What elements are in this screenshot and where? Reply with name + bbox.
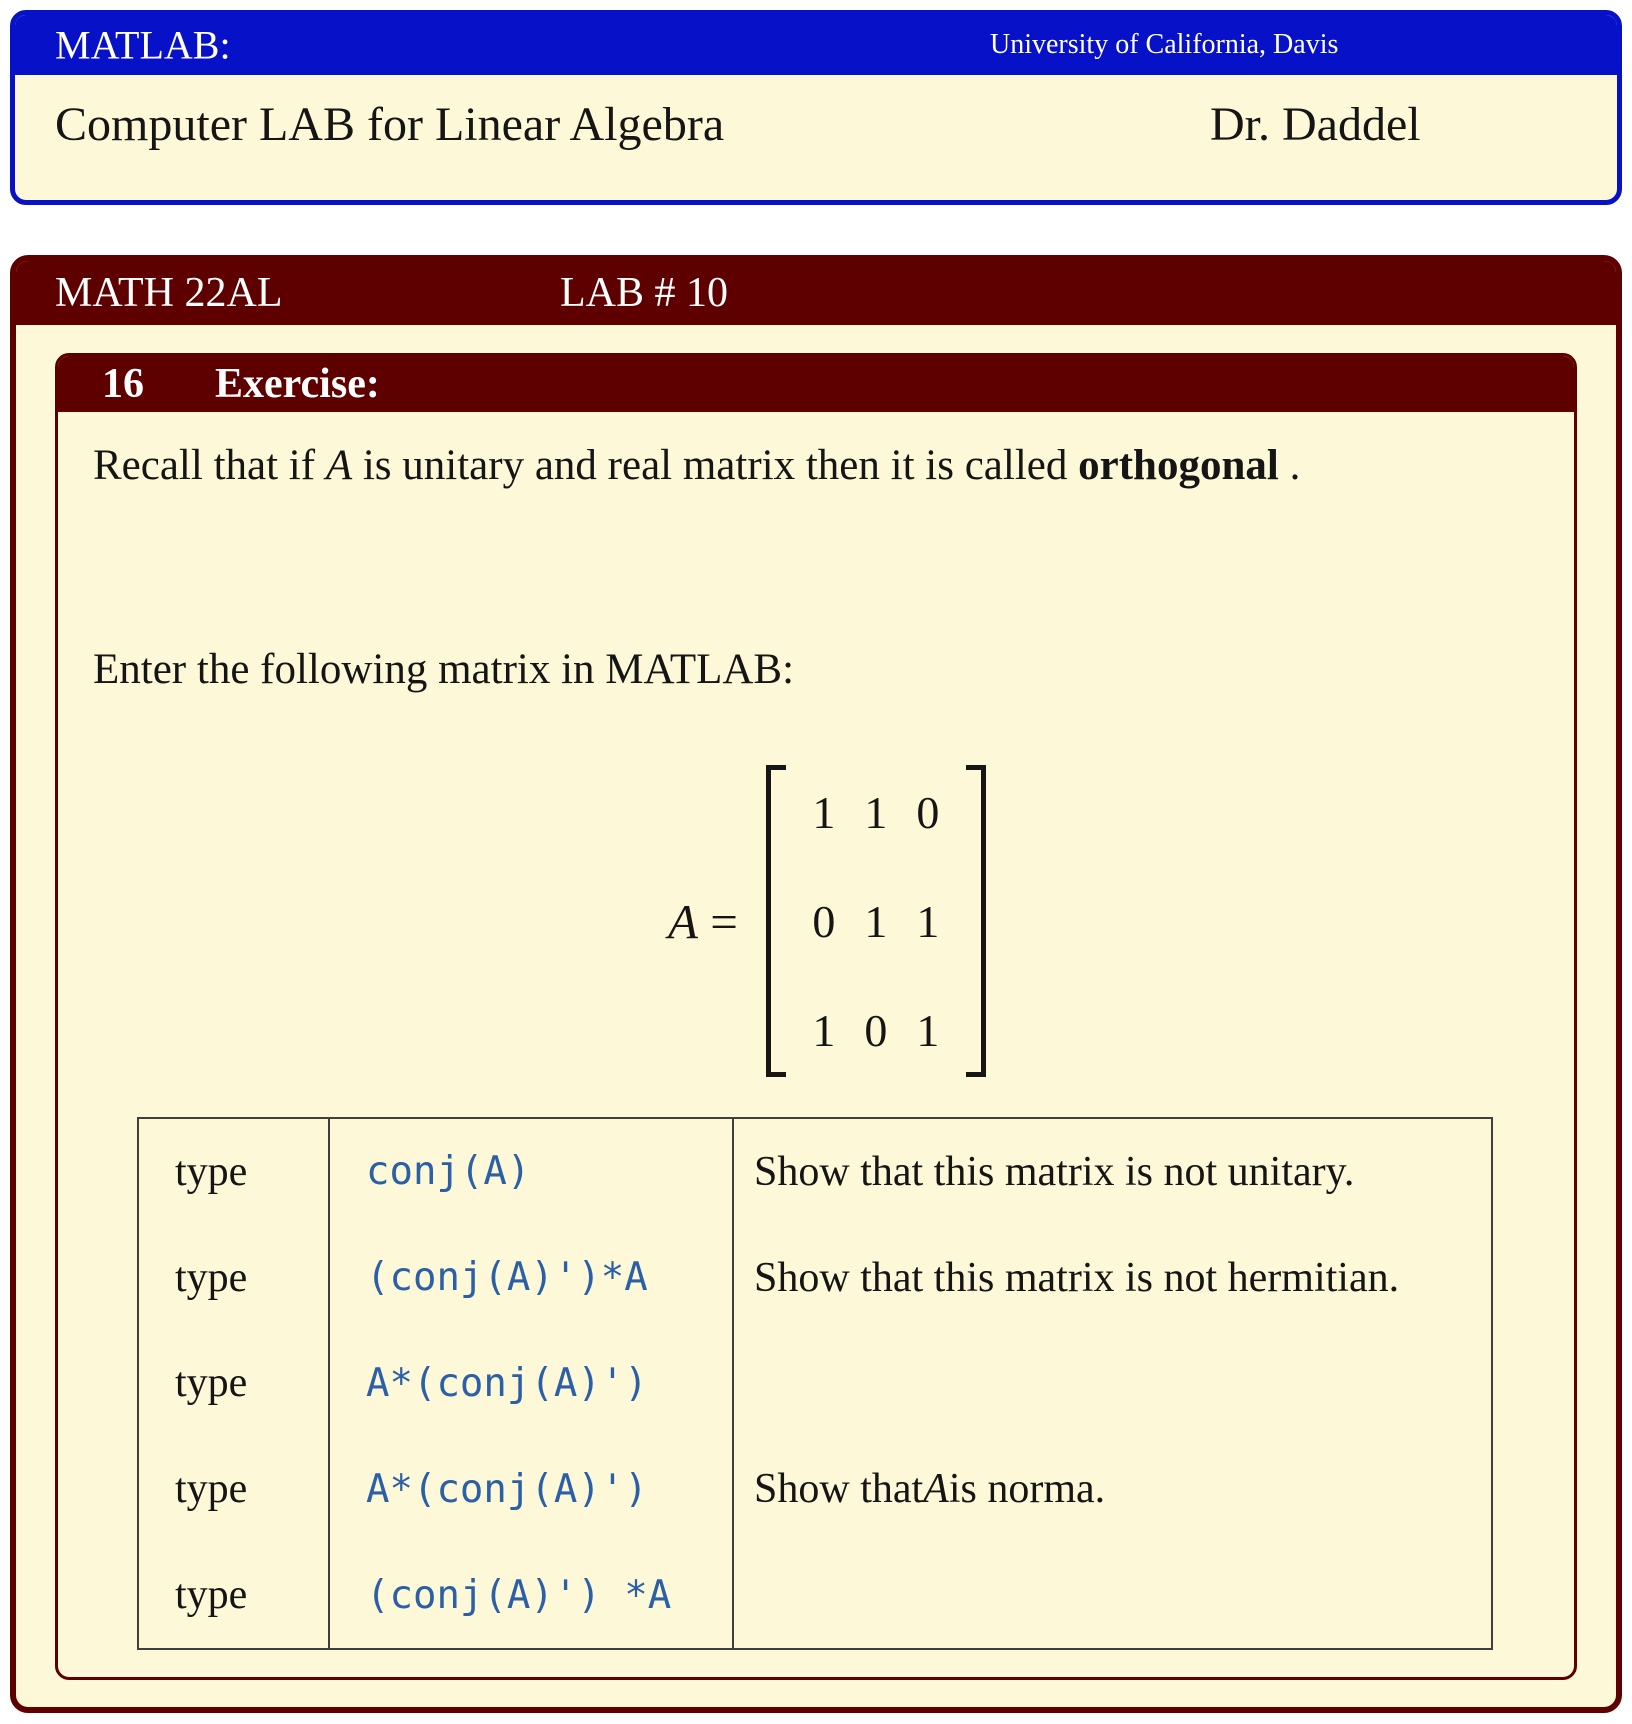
- matlab-header-bar: [15, 15, 1617, 75]
- matrix-cell: 0: [864, 1004, 888, 1056]
- table-cell-description: [734, 1331, 1491, 1437]
- course-code: MATH 22AL: [55, 270, 283, 316]
- matrix-cell: 1: [812, 786, 836, 838]
- table-cell-code: A*(conj(A)'): [330, 1436, 734, 1542]
- exercise-card: [55, 353, 1577, 1680]
- lab-number: LAB # 10: [560, 270, 728, 316]
- table-cell-description: [734, 1119, 1491, 1225]
- lab-title-bar: [16, 261, 1616, 325]
- matrix-grid: [786, 766, 966, 1077]
- exercise-heading: Exercise:: [215, 361, 380, 407]
- course-title: Computer LAB for Linear Algebra: [55, 98, 725, 151]
- intro-bold-orthogonal: orthogonal: [1078, 442, 1279, 489]
- table-cell-action: type: [139, 1436, 330, 1542]
- table-cell-code: (conj(A)')*A: [330, 1225, 734, 1331]
- matlab-header-body: [15, 75, 1617, 200]
- intro-matrix-variable: A: [325, 442, 353, 489]
- exercise-number: 16: [102, 361, 144, 407]
- table-cell-code: A*(conj(A)'): [330, 1331, 734, 1437]
- enter-matrix-instruction: Enter the following matrix in MATLAB:: [93, 646, 795, 693]
- intro-text-mid: is unitary and real matrix then it is called: [352, 442, 1079, 489]
- matrix-a: [668, 765, 986, 1077]
- matrix-cell: 1: [916, 895, 940, 947]
- table-cell-description: [734, 1225, 1491, 1331]
- table-cell-description: [734, 1436, 1491, 1542]
- table-cell-action: type: [139, 1225, 330, 1331]
- table-cell-code: (conj(A)') *A: [330, 1542, 734, 1648]
- table-cell-action: type: [139, 1119, 330, 1225]
- table-cell-description: [734, 1542, 1491, 1648]
- exercise-intro: [93, 440, 1300, 492]
- matrix-cell: 1: [864, 786, 888, 838]
- matrix-right-bracket: [966, 765, 986, 1077]
- table-cell-code: conj(A): [330, 1119, 734, 1225]
- matlab-label: MATLAB:: [55, 22, 231, 68]
- description-text: is norma.: [948, 1466, 1106, 1513]
- table-cell-action: type: [139, 1542, 330, 1648]
- matrix-cell: 1: [812, 1004, 836, 1056]
- matrix-equation-label: [668, 893, 738, 950]
- commands-table: [137, 1117, 1493, 1650]
- table-cell-action: type: [139, 1331, 330, 1437]
- intro-text-post: .: [1278, 442, 1301, 489]
- description-text: Show that this matrix is not hermitian.: [754, 1254, 1400, 1301]
- description-variable: A: [923, 1466, 949, 1513]
- matlab-header-card: [10, 10, 1622, 205]
- description-text: Show that: [754, 1466, 924, 1513]
- matrix-cell: 1: [916, 1004, 940, 1056]
- lab-card: [10, 255, 1622, 1713]
- matrix-cell: 1: [864, 895, 888, 947]
- matrix-cell: 0: [916, 786, 940, 838]
- university-label: University of California, Davis: [990, 29, 1339, 60]
- matrix-cell: 0: [812, 895, 836, 947]
- exercise-title-bar: [58, 356, 1574, 412]
- matrix-variable: A: [668, 893, 698, 949]
- equals-sign: =: [710, 893, 738, 949]
- matrix-left-bracket: [766, 765, 786, 1077]
- description-text: Show that this matrix is not unitary.: [754, 1148, 1355, 1195]
- intro-text-pre: Recall that if: [93, 442, 326, 489]
- author-name: Dr. Daddel: [1210, 98, 1421, 151]
